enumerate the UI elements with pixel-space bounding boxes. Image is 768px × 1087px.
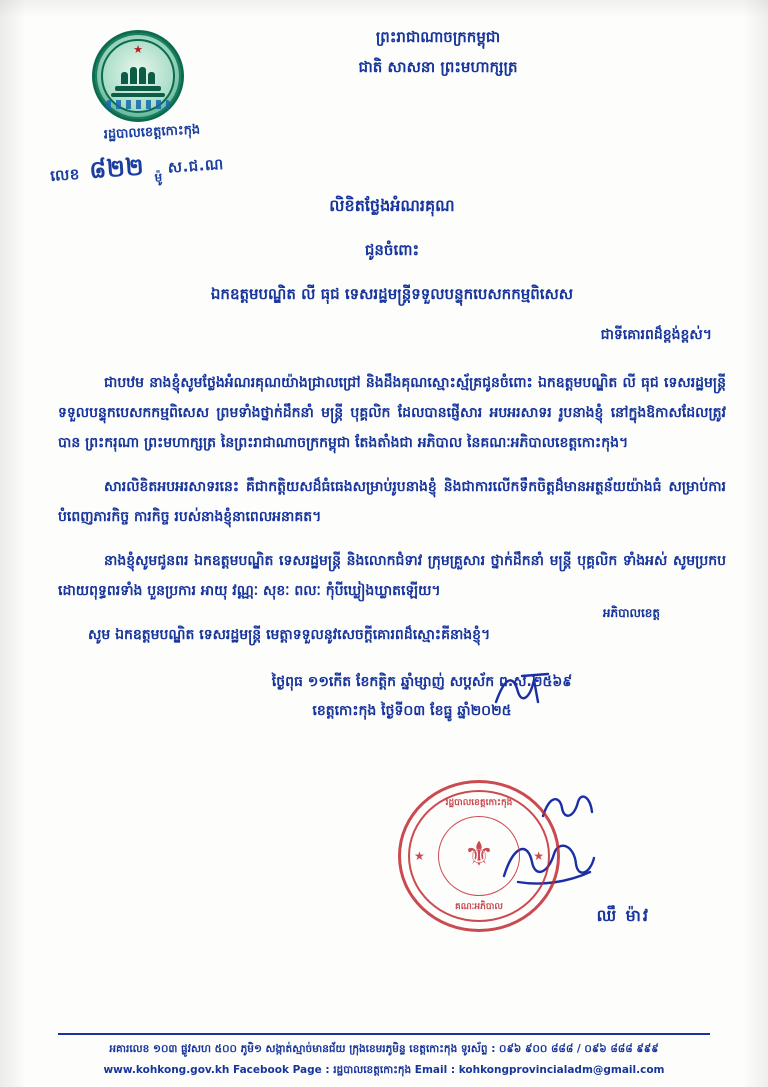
province-administration-label: រដ្ឋបាលខេត្តកោះកុង bbox=[103, 122, 201, 143]
paper-edge-shadow-left bbox=[0, 0, 26, 1087]
letter-paragraph: សូម ឯកឧត្តមបណ្ឌិត ទេសរដ្ឋមន្ត្រី មេត្តាទទួលនូវសេចក្តីគោរពដ៏ស្មោះគីនាងខ្ញុំ។ bbox=[88, 627, 491, 643]
letter-paragraph: ជាបឋម នាងខ្ញុំសូមថ្លែងអំណរគុណយ៉ាងជ្រាលជ្រៅ និងដឹងគុណស្មោះស្ម័គ្រជូនចំពោះ ឯកឧត្តមបណ្ឌិត លី ធុជ ទេសរដ្ឋមន្ត្រីទទួលបន្ទុកបេសកកម្មពិសេស ព្រមទាំងថ្នាក់ដឹកនាំ មន្ត្រី បុគ្គលិក ដែលបានផ្ញើសារ អបអរសាទរ រូបនាងខ្ញុំ នៅក្នុងឱកាសដែលត្រូវ បាន ព្រះករុណា ព្រះមហាក្សត្រ នៃព្រះរាជាណាចក្រកម្ពុជា តែងតាំងជា អភិបាល នៃគណៈអភិបាលខេត្តកោះកុង។ bbox=[58, 375, 726, 451]
national-motto-line: ជាតិ សាសនា ព្រះមហាក្សត្រ bbox=[358, 58, 518, 76]
emblem-star-icon: ★ bbox=[133, 43, 143, 56]
letter-date: ថ្ងៃពុធ ១១កើត ខែកត្តិក ឆ្នាំម្សាញ់ សប្ដស័ក ព.ស.២៥៦៩ bbox=[271, 674, 573, 690]
emblem-water-wave bbox=[106, 100, 170, 109]
official-stamp bbox=[398, 780, 560, 932]
document-footer bbox=[0, 1033, 768, 1079]
document-number bbox=[49, 142, 281, 193]
stamp-bottom-text: គណៈអភិបាល bbox=[454, 902, 503, 912]
province-emblem-icon bbox=[92, 30, 184, 122]
stamp-left-star-icon: ★ bbox=[414, 849, 425, 863]
document-number-subnote: ម៉ូ bbox=[154, 170, 164, 185]
emblem-base-bar bbox=[115, 86, 161, 91]
handwritten-mark-icon bbox=[492, 672, 552, 708]
kingdom-name: ព្រះរាជាណាចក្រកម្ពុជា bbox=[375, 28, 501, 46]
stamp-emblem-icon: ⚜ bbox=[463, 834, 495, 875]
signer-role: អភិបាលខេត្ត bbox=[602, 606, 660, 620]
paper-edge-shadow-right bbox=[742, 0, 768, 1087]
letter-place-date: ខេត្តកោះកុង ថ្ងៃទី០៣ ខែធ្នូ ឆ្នាំ២០២៥ bbox=[312, 703, 512, 719]
footer-divider bbox=[58, 1033, 710, 1035]
stamp-right-star-icon: ★ bbox=[533, 849, 544, 863]
letter-salutation: ជាទីគោរពដ៏ខ្ពង់ខ្ពស់។ bbox=[600, 327, 712, 343]
stamp-top-text: រដ្ឋបាលខេត្តកោះកុង bbox=[445, 798, 513, 808]
document-number-label: លេខ bbox=[49, 164, 81, 185]
letter-subtitle: ជូនចំពោះ bbox=[364, 241, 420, 259]
emblem-temple-icon bbox=[121, 64, 155, 84]
letter-body bbox=[58, 195, 726, 722]
document-number-value: ៨២២ bbox=[88, 151, 145, 185]
footer-address: អគារលេខ ១០៣ ផ្លូវសហ ៥០០ ភូមិ១ សង្កាត់ស្មាច់មានជ័យ ក្រុងខេមរភូមិន្ទ ខេត្តកោះកុង ទូរស័ព្ទ : ០៩៦ ៩០០ ៨៨៨ / ០៩៦ ៨៨៨ ៩៩៩ bbox=[109, 1043, 659, 1055]
letter-paragraph: នាងខ្ញុំសូមជូនពរ ឯកឧត្តមបណ្ឌិត ទេសរដ្ឋមន្ត្រី និងលោកជំទាវ ក្រុមគ្រួសារ ថ្នាក់ដឹកនាំ មន្ត្រី បុគ្គលិក ទាំងអស់ សូមប្រកបដោយពុទ្ធពរទាំង បួនប្រការ អាយុ វណ្ណៈ សុខៈ ពលៈ កុំបីឃ្លៀងឃ្លាតឡើយ។ bbox=[58, 553, 726, 599]
letter-paragraph: សារលិខិតអបអរសាទរនេះ គឺជាកត្តិយសដ៏ធំធេងសម្រាប់រូបនាងខ្ញុំ និងជាការលើកទឹកចិត្តដ៏មានអត្ថន័យយ៉ាងធំ សម្រាប់ការបំពេញភារកិច្ច ការកិច្ច របស់នាងខ្ញុំនាពេលអនាគត។ bbox=[58, 479, 726, 525]
footer-contacts: www.kohkong.gov.kh Facebook Page : រដ្ឋបាលខេត្តកោះកុង Email : kohkongprovincialadm@gmail.com bbox=[103, 1064, 665, 1076]
letter-recipient: ឯកឧត្តមបណ្ឌិត លី ធុជ ទេសរដ្ឋមន្ត្រីទទួលបន្ទុកបេសកកម្មពិសេស bbox=[210, 285, 574, 303]
national-motto bbox=[238, 28, 638, 80]
paper-edge-shadow-top bbox=[0, 0, 768, 18]
document-number-suffix: ស.ជ.ណ bbox=[167, 154, 225, 177]
emblem-base-bar-2 bbox=[111, 93, 165, 97]
signer-name: ឈឹ ម៉ាវ bbox=[596, 906, 650, 925]
letter-title: លិខិតថ្លែងអំណរគុណ bbox=[329, 196, 455, 215]
